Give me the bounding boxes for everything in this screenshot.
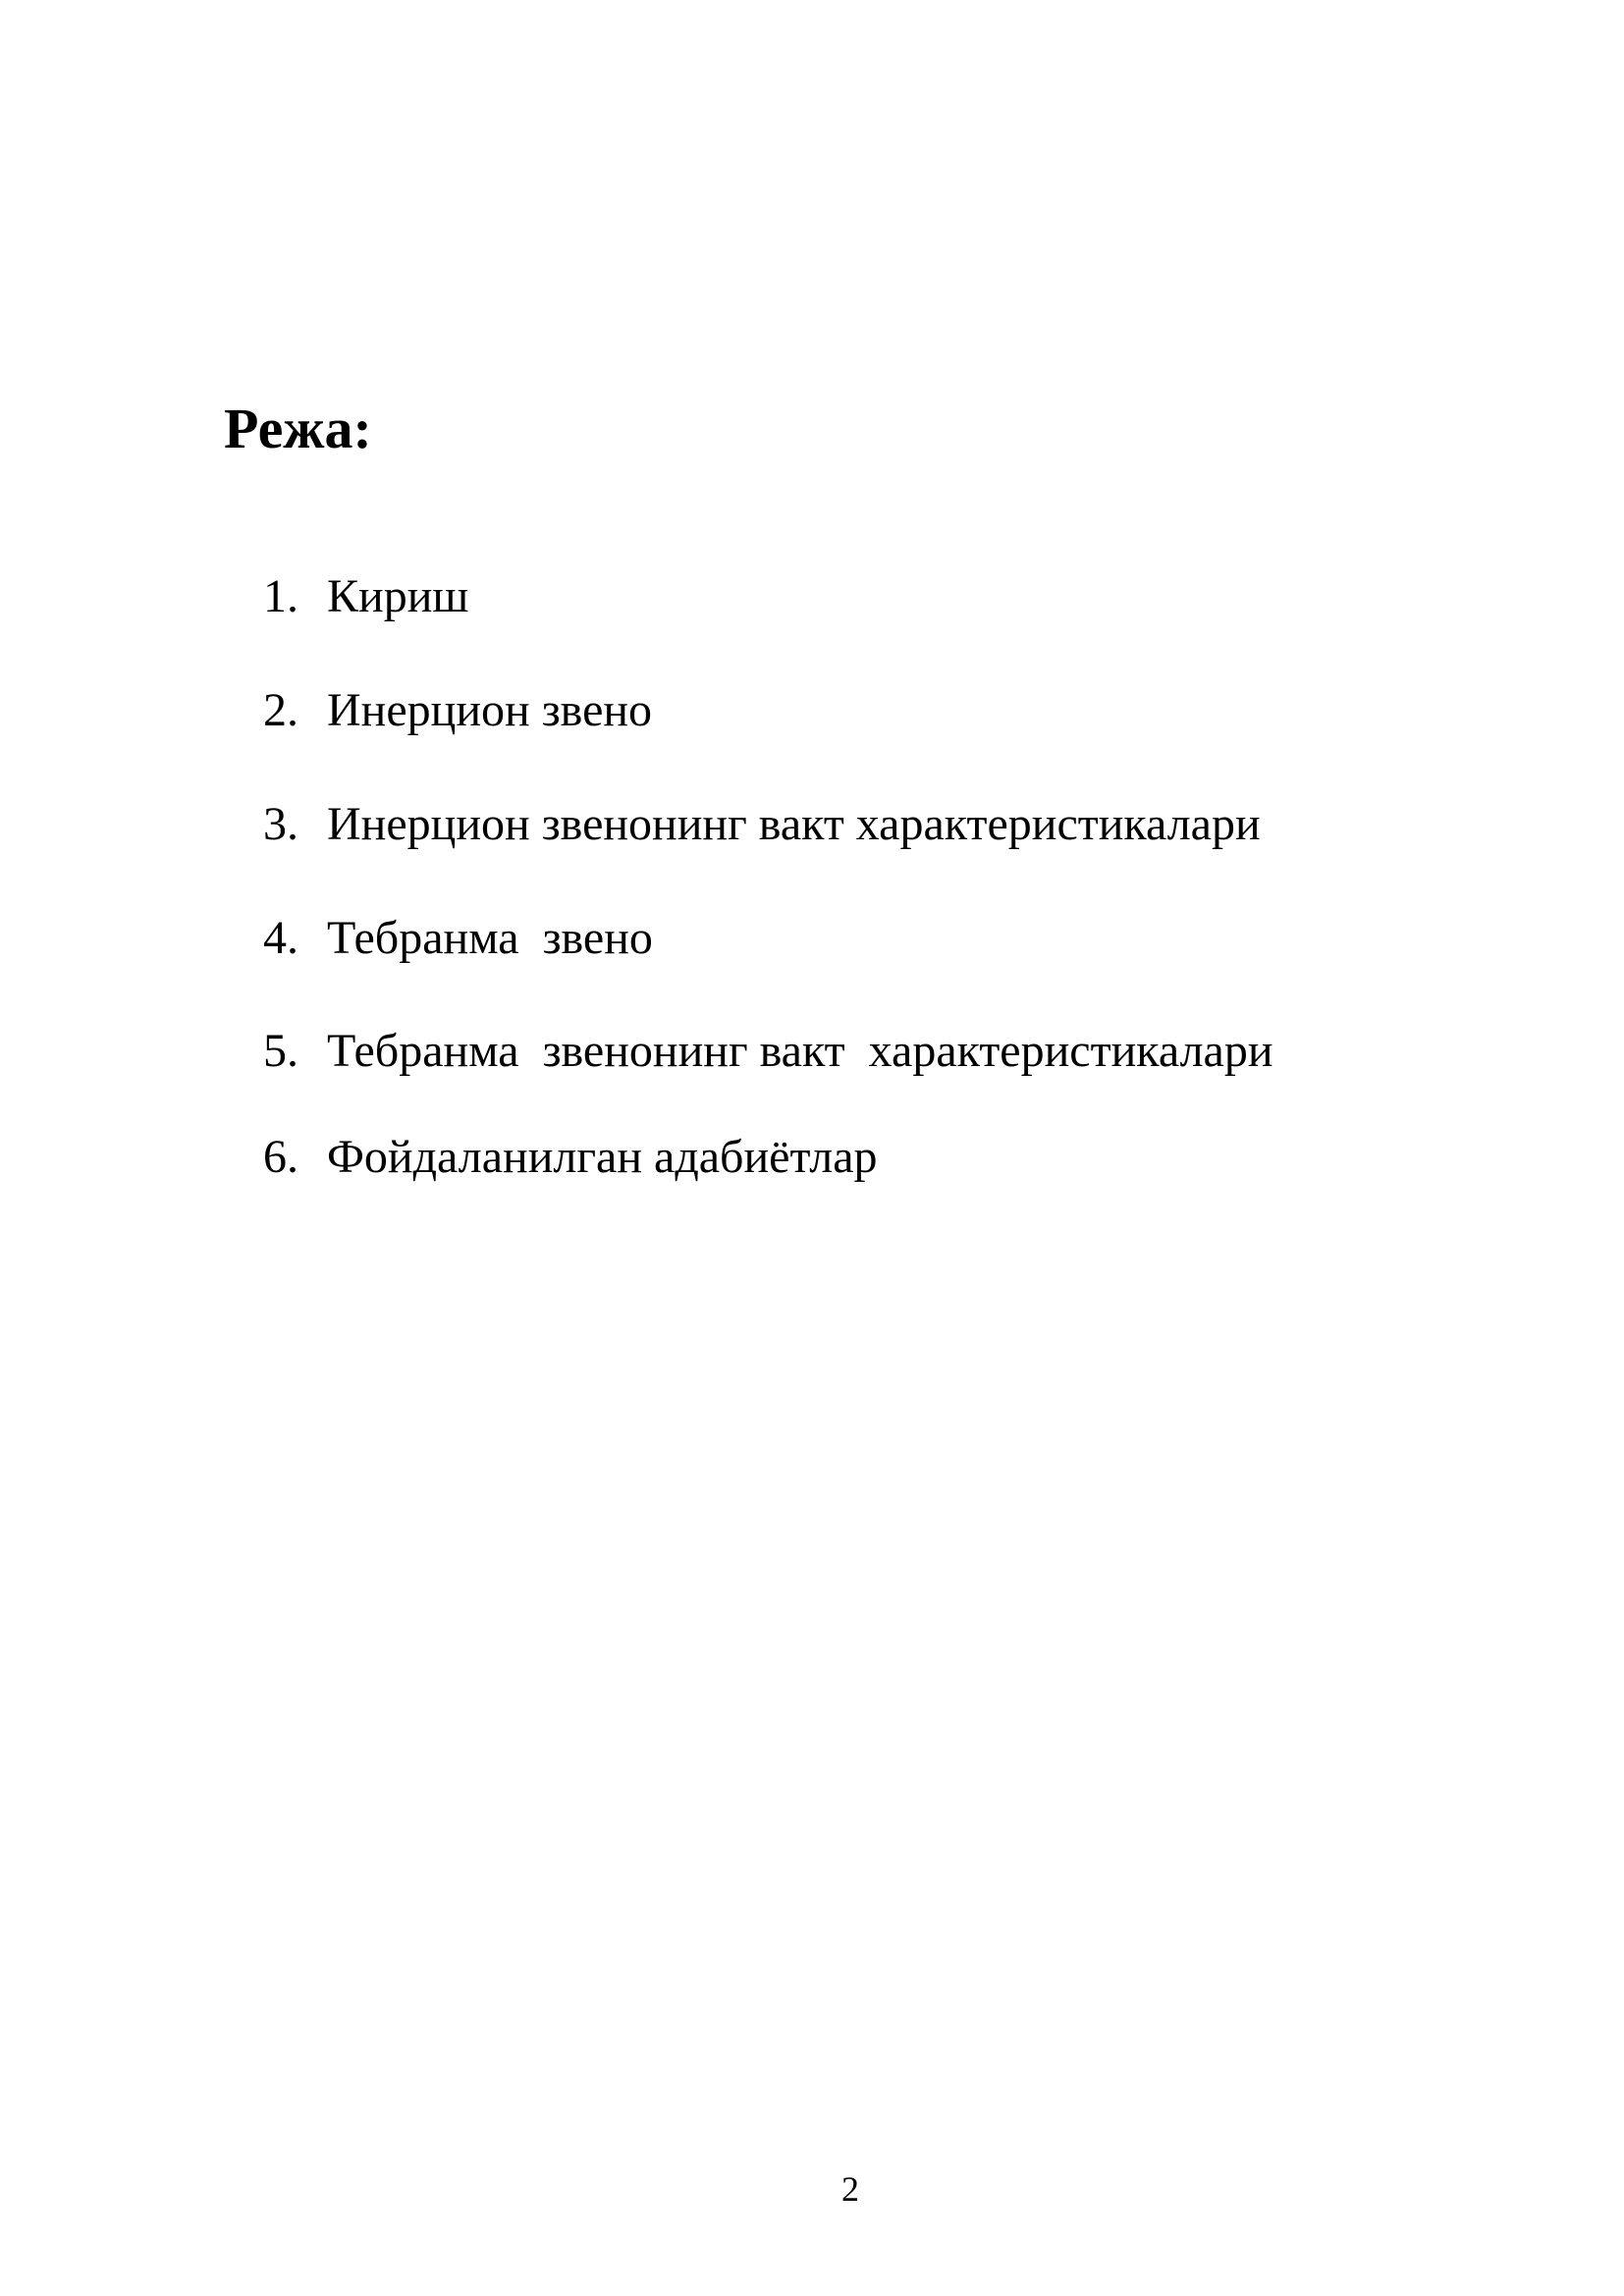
plan-item-number: 4. bbox=[263, 912, 298, 964]
plan-title: Режа: bbox=[224, 397, 372, 460]
plan-item-text: Тебранма звено bbox=[327, 912, 653, 964]
plan-item-number: 6. bbox=[263, 1131, 298, 1183]
plan-item-text: Инерцион звено bbox=[327, 684, 653, 736]
plan-item-number: 2. bbox=[263, 684, 298, 736]
plan-item-number: 5. bbox=[263, 1025, 298, 1077]
page-number: 2 bbox=[841, 2169, 859, 2209]
plan-item-text: Инерцион звенонинг вакт характеристикалари bbox=[327, 798, 1261, 850]
plan-item-number: 1. bbox=[263, 570, 298, 622]
plan-item-text: Фойдаланилган адабиётлар bbox=[327, 1131, 878, 1183]
plan-item-text: Кириш bbox=[327, 570, 469, 622]
plan-item-text: Тебранма звенонинг вакт характеристикалари bbox=[327, 1025, 1273, 1077]
plan-item-number: 3. bbox=[263, 798, 298, 850]
plan-item bbox=[192, 1087, 878, 1228]
